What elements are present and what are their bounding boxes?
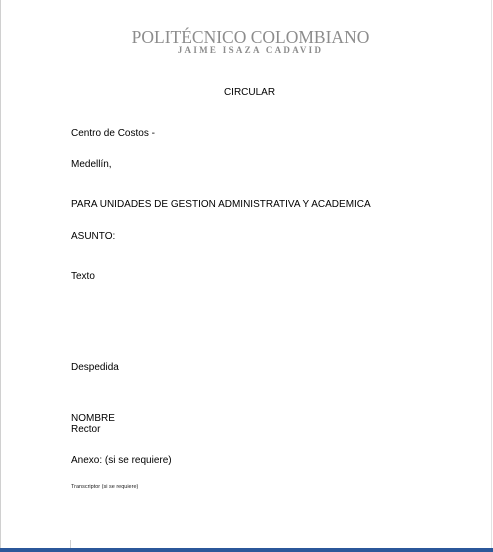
status-bar-edge [0,548,493,552]
document-title: CIRCULAR [223,87,276,98]
body-text: Texto [71,271,95,282]
city-line: Medellín, [71,159,112,170]
margin-marker [70,540,71,548]
cost-center-line: Centro de Costos - [71,128,155,139]
institution-subtitle: JAIME ISAZA CADAVID [177,45,324,55]
institution-logo [4,27,493,56]
subject-label: ASUNTO: [71,231,116,242]
attachment-line: Anexo: (si se requiere) [71,455,172,466]
signer-name: NOMBRE [71,413,115,424]
page-left-border [0,0,1,548]
transcriber-line: Transcriptor (si se requiere) [71,484,139,490]
page-right-border [491,0,492,548]
recipients-line: PARA UNIDADES DE GESTION ADMINISTRATIVA Y ACADEMICA [71,199,371,210]
institution-name: POLITÉCNICO COLOMBIANO [131,27,370,47]
signer-role: Rector [71,424,101,435]
closing-line: Despedida [71,362,119,373]
